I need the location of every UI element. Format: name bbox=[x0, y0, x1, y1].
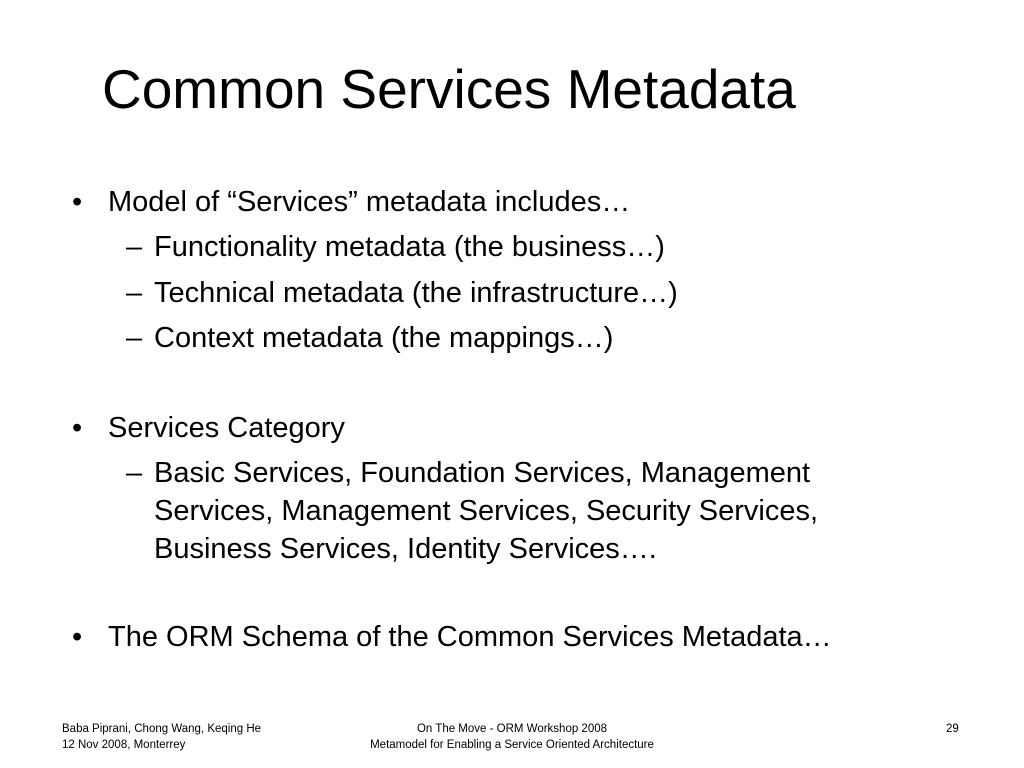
bullet-marker: • bbox=[72, 621, 83, 653]
footer-event bbox=[332, 721, 692, 753]
dash-marker: – bbox=[126, 231, 143, 263]
subitem-technical-metadata: Technical metadata (the infrastructure…) bbox=[154, 277, 678, 309]
subitem-context-metadata: Context metadata (the mappings…) bbox=[154, 322, 614, 354]
bullet-marker: • bbox=[72, 412, 83, 444]
dash-marker: – bbox=[126, 457, 143, 489]
dash-marker: – bbox=[126, 277, 143, 309]
subitem-category-line-2: Services, Management Services, Security Services, bbox=[154, 495, 819, 527]
bullet-marker: • bbox=[72, 186, 83, 218]
footer-date-location: 12 Nov 2008, Monterrey bbox=[62, 739, 186, 751]
dash-marker: – bbox=[126, 322, 143, 354]
footer-paper-title: Metamodel for Enabling a Service Oriented Architecture bbox=[370, 739, 654, 751]
bullet-item-model-of-services: Model of “Services” metadata includes… bbox=[108, 186, 631, 218]
bullet-item-services-category: Services Category bbox=[108, 412, 345, 444]
page-number: 29 bbox=[946, 723, 959, 735]
subitem-category-line-1: Basic Services, Foundation Services, Management bbox=[154, 457, 811, 489]
slide-title: Common Services Metadata bbox=[102, 58, 796, 120]
footer-authors-line: Baba Piprani, Chong Wang, Keqing He bbox=[62, 723, 262, 735]
footer-workshop: On The Move - ORM Workshop 2008 bbox=[416, 723, 608, 735]
subitem-functionality-metadata: Functionality metadata (the business…) bbox=[154, 231, 665, 263]
subitem-category-line-3: Business Services, Identity Services…. bbox=[154, 533, 657, 565]
footer-authors bbox=[62, 721, 261, 753]
bullet-item-orm-schema: The ORM Schema of the Common Services Metadata… bbox=[108, 621, 832, 653]
